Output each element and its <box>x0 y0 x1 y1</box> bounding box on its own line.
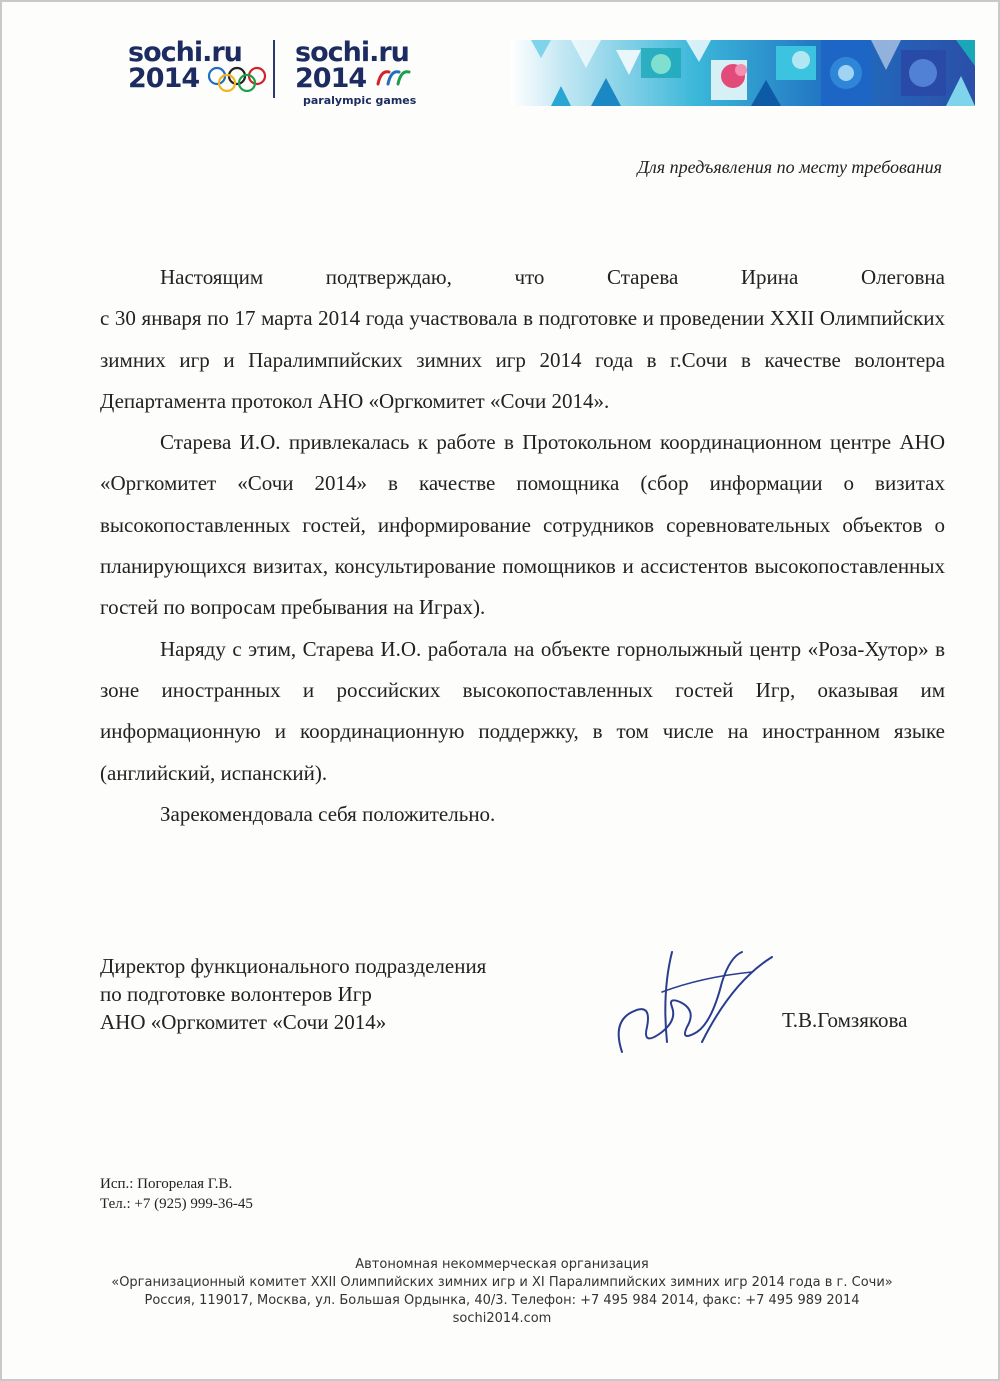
presentation-note: Для предъявления по месту требования <box>637 157 942 177</box>
olympic-logo-line2: 2014 <box>128 63 200 94</box>
olympic-logo-line1: sochi.ru <box>128 37 242 68</box>
paralympic-logo-line1: sochi.ru <box>295 37 409 68</box>
signatory-line3: АНО «Оргкомитет «Сочи 2014» <box>100 1010 387 1034</box>
footer-website: sochi2014.com <box>452 1311 552 1326</box>
paralympic-logo-line2: 2014 <box>295 63 367 94</box>
signatory-line2: по подготовке волонтеров Игр <box>100 982 372 1006</box>
handwritten-signature <box>602 942 782 1062</box>
organization-footer <box>2 1256 1000 1328</box>
paralympic-agitos-icon <box>375 66 411 90</box>
executor-name: Исп.: Погорелая Г.В. <box>100 1176 233 1192</box>
logo-divider <box>273 40 275 98</box>
executor-info <box>100 1174 253 1214</box>
executor-phone: Тел.: +7 (925) 999-36-45 <box>100 1196 253 1212</box>
footer-line3: Россия, 119017, Москва, ул. Большая Ордынка, 40/3. Телефон: +7 495 984 2014, факс: +7 495 989 2014 <box>144 1293 860 1308</box>
paragraph-3: Наряду с этим, Старева И.О. работала на объекте горнолыжный центр «Роза-Хутор» в зоне иностранных и российских высокопоставленных гостей Игр, оказывая им информационную и координационную поддержку, в том числе на иностранном языке (английский, испанский). <box>100 636 945 785</box>
paragraph-2: Старева И.О. привлекалась к работе в Протокольном координационном центре АНО «Оргкомитет «Сочи 2014» в качестве помощника (сбор информации о визитах высокопоставленных гостей, информирование сотрудников соревновательных объектов о планирующихся визитах, консультирование помощников и ассистентов высокопоставленных гостей по вопросам пребывания на Играх). <box>100 430 945 620</box>
sochi-paralympic-logo <box>295 37 417 107</box>
sochi-pattern-banner <box>511 40 975 106</box>
letter-body <box>100 257 945 835</box>
olympic-rings-icon <box>206 66 272 92</box>
paragraph-4: Зарекомендовала себя положительно. <box>160 801 496 826</box>
signatory-name: Т.В.Гомзякова <box>782 1008 908 1032</box>
footer-line2: «Организационный комитет XXII Олимпийских зимних игр и XI Паралимпийских зимних игр 2014 года в г. Сочи» <box>111 1275 893 1290</box>
paragraph-1-lead: Настоящим подтверждаю, что Старева Ирина Олеговна <box>160 265 945 289</box>
footer-line1: Автономная некоммерческая организация <box>355 1257 649 1272</box>
paralympic-logo-subtitle: paralympic games <box>303 94 417 107</box>
paragraph-1: с 30 января по 17 марта 2014 года участвовала в подготовке и проведении XXII Олимпийских зимних игр и Паралимпийских зимних игр 2014 года в г.Сочи в качестве волонтера Департамента протокол АНО «Оргкомитет «Сочи 2014». <box>100 306 945 413</box>
signatory-line1: Директор функционального подразделения <box>100 954 487 978</box>
sochi-olympic-logo <box>128 37 242 94</box>
signatory-title <box>100 952 486 1036</box>
